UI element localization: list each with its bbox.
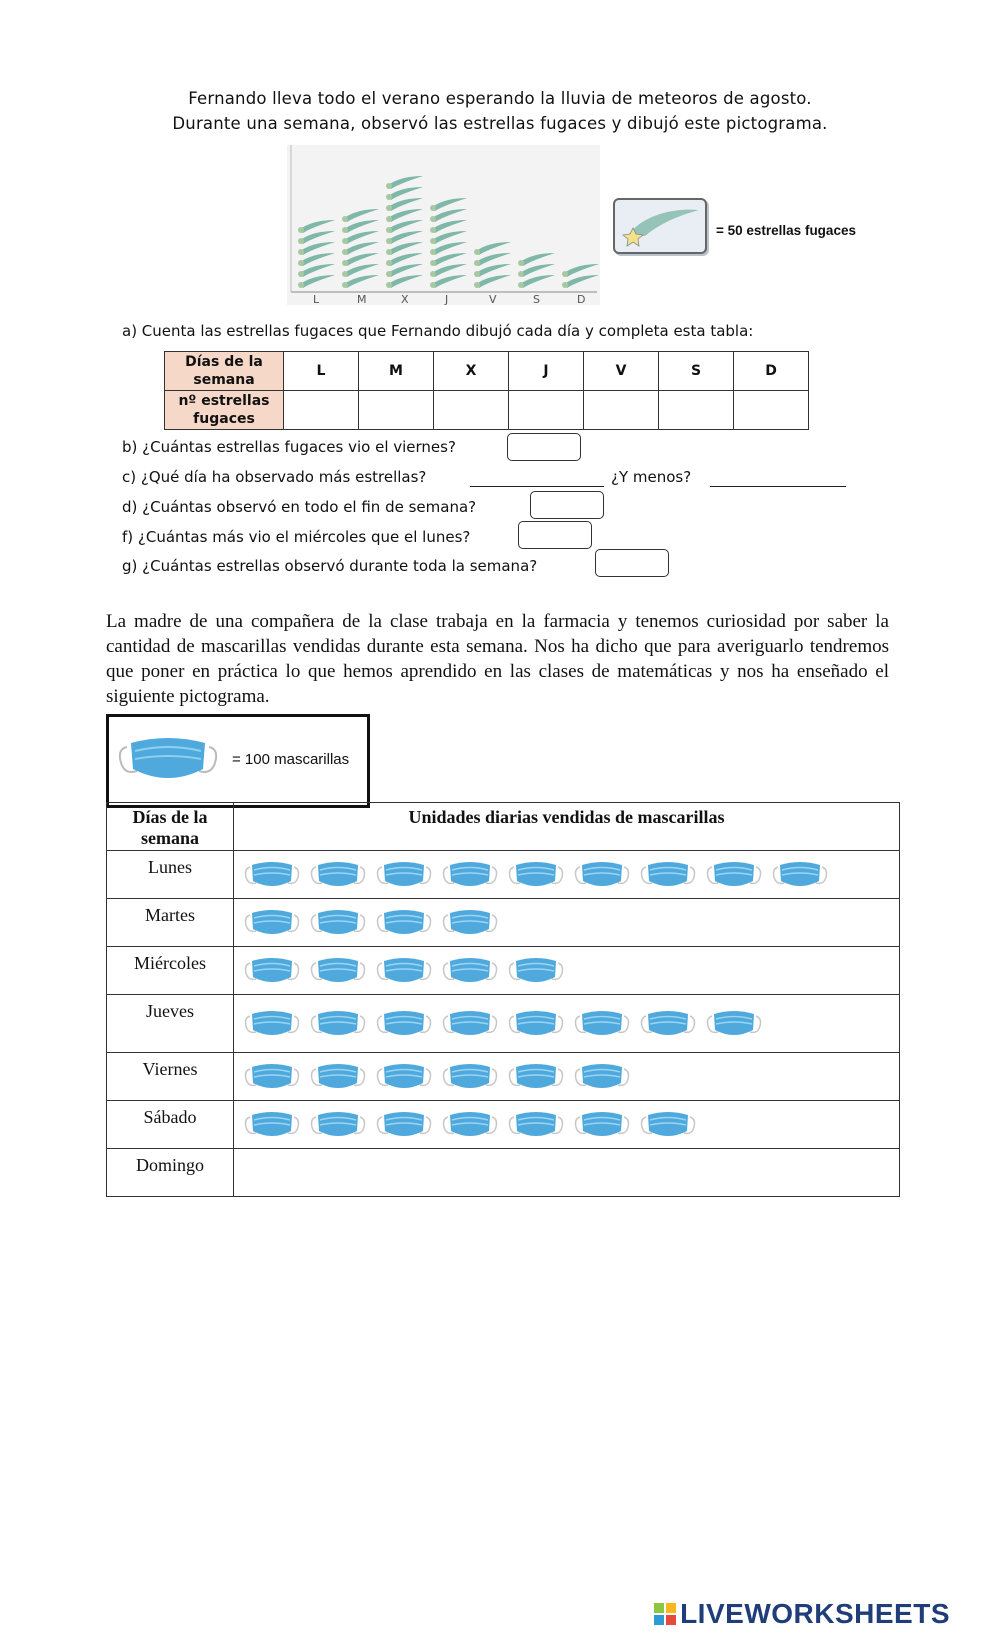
day-cell: X — [434, 352, 509, 391]
shooting-star-icon — [430, 253, 467, 266]
answer-box-d[interactable] — [530, 491, 604, 519]
day-cell: M — [359, 352, 434, 391]
star-day-tick-label: L — [313, 293, 320, 305]
question-g: g) ¿Cuántas estrellas observó durante toda la semana? — [122, 557, 538, 575]
mask-icon — [704, 1004, 764, 1044]
shooting-star-icon — [298, 231, 335, 244]
shooting-star-icon — [430, 209, 467, 222]
shooting-star-icon — [430, 231, 467, 244]
shooting-star-icon — [386, 253, 423, 266]
star-day-tick-label: J — [445, 293, 449, 305]
mask-pictogram-cell — [234, 995, 900, 1053]
shooting-star-icon — [430, 242, 467, 255]
mask-icon — [440, 951, 500, 991]
mask-icon — [308, 951, 368, 991]
answer-cell-x[interactable] — [434, 391, 509, 430]
shooting-star-icon — [430, 264, 467, 277]
shooting-star-icon — [386, 198, 423, 211]
mask-icon — [506, 855, 566, 895]
mask-icon — [308, 1105, 368, 1145]
mask-icon — [572, 1105, 632, 1145]
shooting-star-icon — [342, 275, 379, 288]
shooting-star-icon — [342, 209, 379, 222]
shooting-star-icon — [430, 220, 467, 233]
mask-icon — [308, 855, 368, 895]
table-row — [107, 851, 900, 899]
question-d: d) ¿Cuántas observó en todo el fin de semana? — [122, 498, 477, 516]
question-b: b) ¿Cuántas estrellas fugaces vio el viernes? — [122, 438, 456, 456]
shooting-star-icon — [386, 176, 423, 189]
answer-box-g[interactable] — [595, 549, 669, 577]
star-legend-label: = 50 estrellas fugaces — [716, 223, 856, 238]
mask-pictogram-cell — [234, 1101, 900, 1149]
mask-pictogram-cell — [234, 1053, 900, 1101]
mask-icon — [506, 1057, 566, 1097]
star-day-tick-label: S — [533, 293, 540, 305]
days-header: Días de la semana — [165, 352, 284, 391]
day-cell: J — [509, 352, 584, 391]
table-row — [107, 1053, 900, 1101]
star-day-tick-label: V — [489, 293, 497, 305]
mask-icon — [638, 1004, 698, 1044]
shooting-star-icon — [298, 264, 335, 277]
mask-icon — [242, 1057, 302, 1097]
shooting-star-icon — [386, 220, 423, 233]
answer-cell-m[interactable] — [359, 391, 434, 430]
question-c-least: ¿Y menos? — [611, 468, 692, 486]
shooting-star-icon — [518, 264, 555, 277]
star-pictogram-svg — [287, 145, 600, 305]
shooting-star-icon — [474, 242, 511, 255]
table-row — [107, 1149, 900, 1197]
count-header: nº estrellas fugaces — [165, 391, 284, 430]
table-row — [107, 1101, 900, 1149]
day-label: Domingo — [107, 1149, 234, 1197]
mask-pictogram-cell — [234, 1149, 900, 1197]
mask-icon — [572, 855, 632, 895]
chart-title: Unidades diarias vendidas de mascarillas — [234, 803, 900, 851]
answer-line-c-least[interactable] — [710, 485, 846, 487]
mask-icon — [374, 1105, 434, 1145]
star-day-tick-label: X — [401, 293, 409, 305]
shooting-star-icon — [386, 275, 423, 288]
mask-icon — [242, 903, 302, 943]
mask-icon — [440, 1004, 500, 1044]
mask-icon — [374, 903, 434, 943]
star-intro-line-1: Fernando lleva todo el verano esperando la lluvia de meteoros de agosto. — [188, 89, 812, 108]
shooting-star-icon — [298, 253, 335, 266]
mask-icon — [308, 1004, 368, 1044]
mask-icon — [770, 855, 830, 895]
table-row — [107, 995, 900, 1053]
mask-pictogram-cell — [234, 899, 900, 947]
star-day-tick-label: M — [357, 293, 367, 305]
mask-icon — [374, 855, 434, 895]
shooting-star-icon — [386, 264, 423, 277]
mask-pictogram-cell — [234, 851, 900, 899]
answer-cell-v[interactable] — [584, 391, 659, 430]
question-f: f) ¿Cuántas más vio el miércoles que el lunes? — [122, 528, 471, 546]
day-cell: L — [284, 352, 359, 391]
mask-icon — [572, 1057, 632, 1097]
mask-icon — [242, 951, 302, 991]
mask-icon — [242, 1004, 302, 1044]
mask-icon — [242, 1105, 302, 1145]
mask-table — [106, 802, 900, 1197]
star-pictogram — [287, 145, 600, 305]
mask-icon — [374, 1057, 434, 1097]
mask-icon — [506, 1105, 566, 1145]
table-row — [165, 391, 809, 430]
table-row — [107, 899, 900, 947]
day-cell: V — [584, 352, 659, 391]
mask-icon — [638, 1105, 698, 1145]
shooting-star-icon — [518, 275, 555, 288]
mask-pictogram-cell — [234, 947, 900, 995]
star-intro — [100, 86, 900, 136]
mask-icon — [374, 1004, 434, 1044]
shooting-star-icon — [342, 242, 379, 255]
logo-blocks-icon — [654, 1603, 676, 1625]
mask-icon — [113, 725, 223, 795]
shooting-star-icon — [518, 253, 555, 266]
shooting-star-icon — [342, 264, 379, 277]
question-a: a) Cuenta las estrellas fugaces que Fernando dibujó cada día y completa esta tabla: — [122, 322, 754, 340]
day-label: Martes — [107, 899, 234, 947]
brand-name: LIVEWORKSHEETS — [680, 1598, 950, 1629]
shooting-star-icon — [342, 253, 379, 266]
mask-icon — [440, 1105, 500, 1145]
day-cell: S — [659, 352, 734, 391]
table-row — [165, 352, 809, 391]
day-label: Lunes — [107, 851, 234, 899]
day-label: Jueves — [107, 995, 234, 1053]
mask-icon — [242, 855, 302, 895]
question-c: c) ¿Qué día ha observado más estrellas? — [122, 468, 427, 486]
day-label: Miércoles — [107, 947, 234, 995]
mask-rows — [107, 851, 900, 1197]
shooting-star-icon — [474, 264, 511, 277]
mask-icon — [638, 855, 698, 895]
shooting-star-icon — [474, 253, 511, 266]
mask-icon — [704, 855, 764, 895]
answer-box-b[interactable] — [507, 433, 581, 461]
answer-cell-s[interactable] — [659, 391, 734, 430]
day-label: Viernes — [107, 1053, 234, 1101]
answer-cell-d[interactable] — [734, 391, 809, 430]
mask-paragraph: La madre de una compañera de la clase trabaja en la farmacia y tenemos curiosidad por saber la cantidad de mascarillas vendidas durante esta semana. Nos ha dicho que para averiguarlo tendremos que poner en práctica lo que hemos aprendido en las clases de matemáticas y nos ha enseñado el siguiente pictograma. — [106, 611, 889, 707]
star-intro-line-2: Durante una semana, observó las estrellas fugaces y dibujó este pictograma. — [172, 114, 828, 133]
answer-box-f[interactable] — [518, 521, 592, 549]
liveworksheets-logo — [654, 1598, 950, 1630]
mask-icon — [506, 1004, 566, 1044]
mask-icon — [308, 903, 368, 943]
mask-legend-label: = 100 mascarillas — [232, 751, 350, 768]
shooting-star-icon — [298, 275, 335, 288]
mask-icon — [440, 903, 500, 943]
mask-icon — [440, 1057, 500, 1097]
mask-icon — [572, 1004, 632, 1044]
shooting-star-icon — [342, 220, 379, 233]
table-row — [107, 947, 900, 995]
star-legend-icon — [613, 198, 707, 254]
day-label: Sábado — [107, 1101, 234, 1149]
star-day-tick-label: D — [577, 293, 586, 305]
day-cell: D — [734, 352, 809, 391]
shooting-star-icon — [386, 242, 423, 255]
answer-cell-l[interactable] — [284, 391, 359, 430]
mask-icon — [506, 951, 566, 991]
shooting-star-icon — [562, 275, 599, 288]
shooting-star-icon — [298, 220, 335, 233]
shooting-star-icon — [562, 264, 599, 277]
table-header-row — [107, 803, 900, 851]
shooting-star-icon — [386, 187, 423, 200]
answer-cell-j[interactable] — [509, 391, 584, 430]
shooting-star-icon — [474, 275, 511, 288]
star-count-table — [164, 351, 809, 430]
shooting-star-icon — [430, 198, 467, 211]
mask-icon — [374, 951, 434, 991]
shooting-star-icon — [298, 242, 335, 255]
shooting-star-icon — [386, 231, 423, 244]
shooting-star-icon — [430, 275, 467, 288]
days-column-header: Días de la semana — [107, 803, 234, 851]
mask-icon — [440, 855, 500, 895]
answer-line-c-most[interactable] — [470, 485, 604, 487]
mask-icon — [308, 1057, 368, 1097]
shooting-star-icon — [386, 209, 423, 222]
shooting-star-icon — [342, 231, 379, 244]
